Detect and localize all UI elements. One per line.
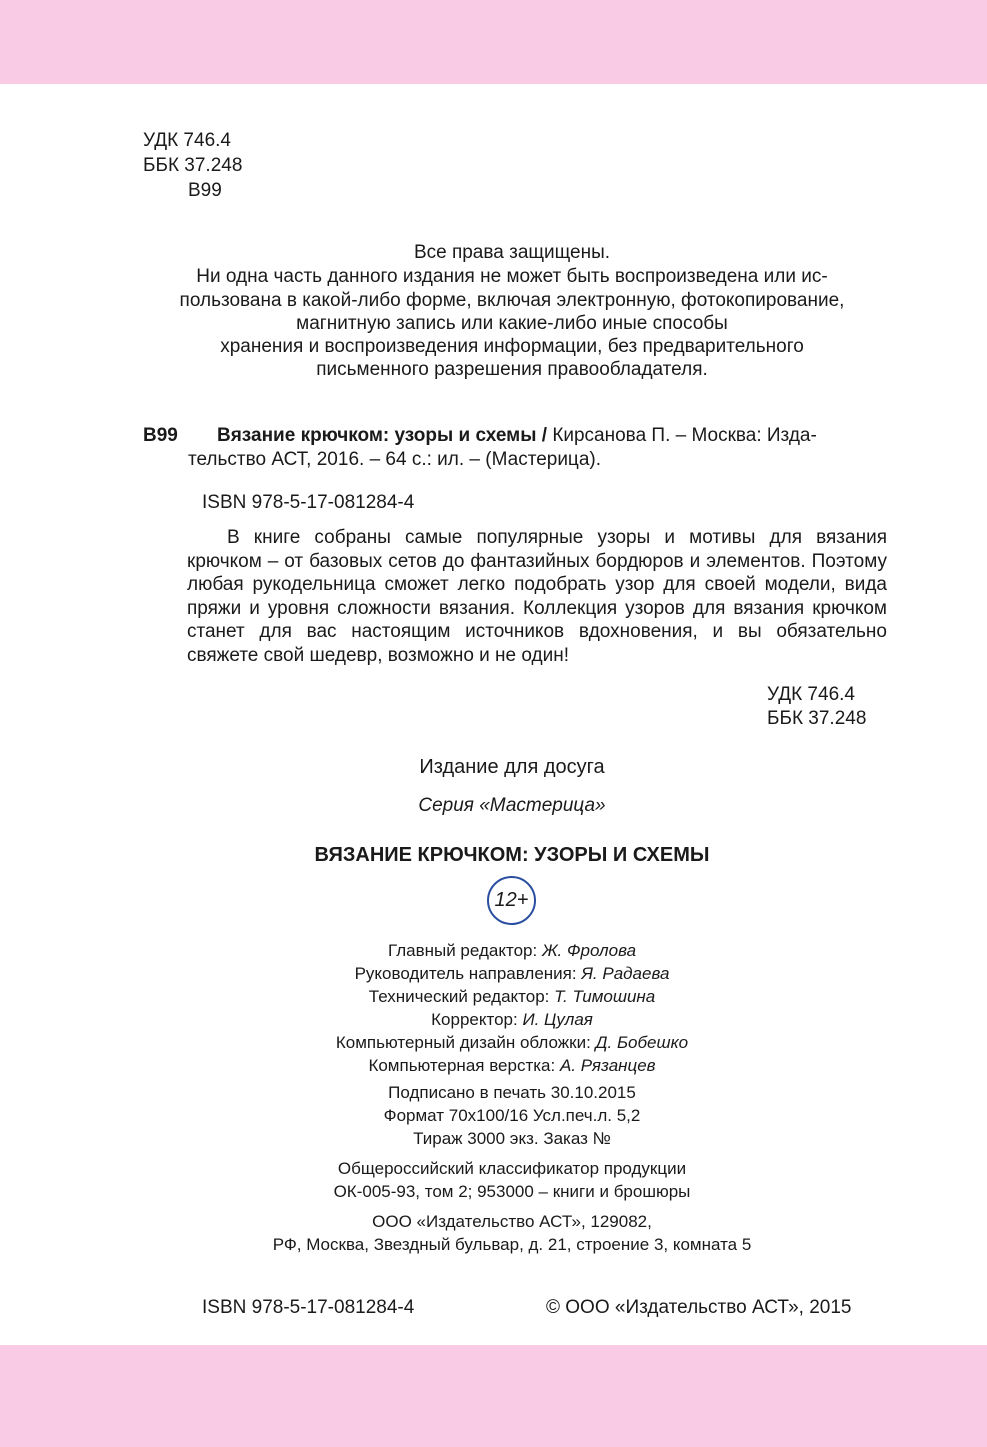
right-bbk: ББК 37.248 (767, 708, 867, 729)
credit-line: Технический редактор: Т. Тимошина (368, 987, 656, 1006)
bbk-code: ББК 37.248 (143, 155, 243, 176)
rights-line-5: хранения и воспроизведения информации, без предварительного (220, 336, 804, 357)
rights-line-3: пользована в какой-либо форме, включая электронную, фотокопирование, (179, 290, 845, 311)
print-info-line: Формат 70x100/16 Усл.печ.л. 5,2 (383, 1106, 641, 1125)
credit-line: Компьютерный дизайн обложки: Д. Бобешко (335, 1033, 689, 1052)
rights-line-2: Ни одна часть данного издания не может быть воспроизведена или ис- (196, 266, 828, 287)
footer-copyright: © ООО «Издательство АСТ», 2015 (546, 1297, 852, 1318)
catalog-rest: Кирсанова П. – Москва: Изда- (552, 425, 817, 446)
print-info-block (200, 1081, 824, 1150)
description-paragraph: В книге собраны самые популярные узоры и мотивы для вязания крючком – от базовых сетов до фантазийных бордюров и элементов. Поэтому любая рукодельница сможет легко подобрать узор для своей модели, вида пряжи и уровня сложности вязания. Коллекция узоров для вязания крючком станет для вас настоящим источников вдохновения, и вы обязательно свяжете свой шедевр, возможно и не один! (187, 527, 887, 666)
credit-line: Главный редактор: Ж. Фролова (387, 941, 637, 960)
publisher-address-block (200, 1210, 824, 1256)
catalog-mark: В99 (143, 425, 178, 446)
catalog-title: Вязание крючком: узоры и схемы / (217, 425, 548, 446)
bottom-decorative-band (0, 1345, 987, 1447)
right-udk: УДК 746.4 (767, 684, 855, 705)
rights-line-4: магнитную запись или какие-либо иные способы (296, 313, 728, 334)
credits-block (200, 939, 824, 1077)
footer-isbn: ISBN 978-5-17-081284-4 (202, 1297, 415, 1318)
print-info-line: Тираж 3000 экз. Заказ № (413, 1129, 611, 1148)
catalog-entry-line-2: тельство АСТ, 2016. – 64 с.: ил. – (Мастерица). (188, 449, 601, 470)
credit-line: Корректор: И. Цулая (431, 1010, 593, 1029)
edition-type: Издание для досуга (419, 756, 605, 778)
catalog-entry-line-1 (217, 423, 817, 448)
rights-line-6: письменного разрешения правообладателя. (316, 359, 708, 380)
classifier-block (200, 1157, 824, 1203)
top-decorative-band (0, 0, 987, 84)
address-line: РФ, Москва, Звездный бульвар, д. 21, строение 3, комната 5 (272, 1235, 752, 1254)
classifier-line: ОК-005-93, том 2; 953000 – книги и брошюры (333, 1182, 691, 1201)
author-mark: В99 (188, 180, 222, 201)
age-rating-badge: 12+ (487, 876, 536, 925)
address-line: ООО «Издательство АСТ», 129082, (372, 1212, 652, 1231)
classifier-line: Общероссийский классификатор продукции (337, 1159, 687, 1178)
rights-line-1: Все права защищены. (413, 242, 611, 263)
credit-line: Компьютерная верстка: А. Рязанцев (368, 1056, 656, 1075)
print-info-line: Подписано в печать 30.10.2015 (388, 1083, 636, 1102)
book-title: ВЯЗАНИЕ КРЮЧКОМ: УЗОРЫ И СХЕМЫ (314, 844, 710, 866)
series-name: Серия «Мастерица» (418, 795, 606, 816)
isbn-top: ISBN 978-5-17-081284-4 (202, 492, 415, 513)
udk-code: УДК 746.4 (143, 130, 231, 151)
credit-line: Руководитель направления: Я. Радаева (354, 964, 670, 983)
